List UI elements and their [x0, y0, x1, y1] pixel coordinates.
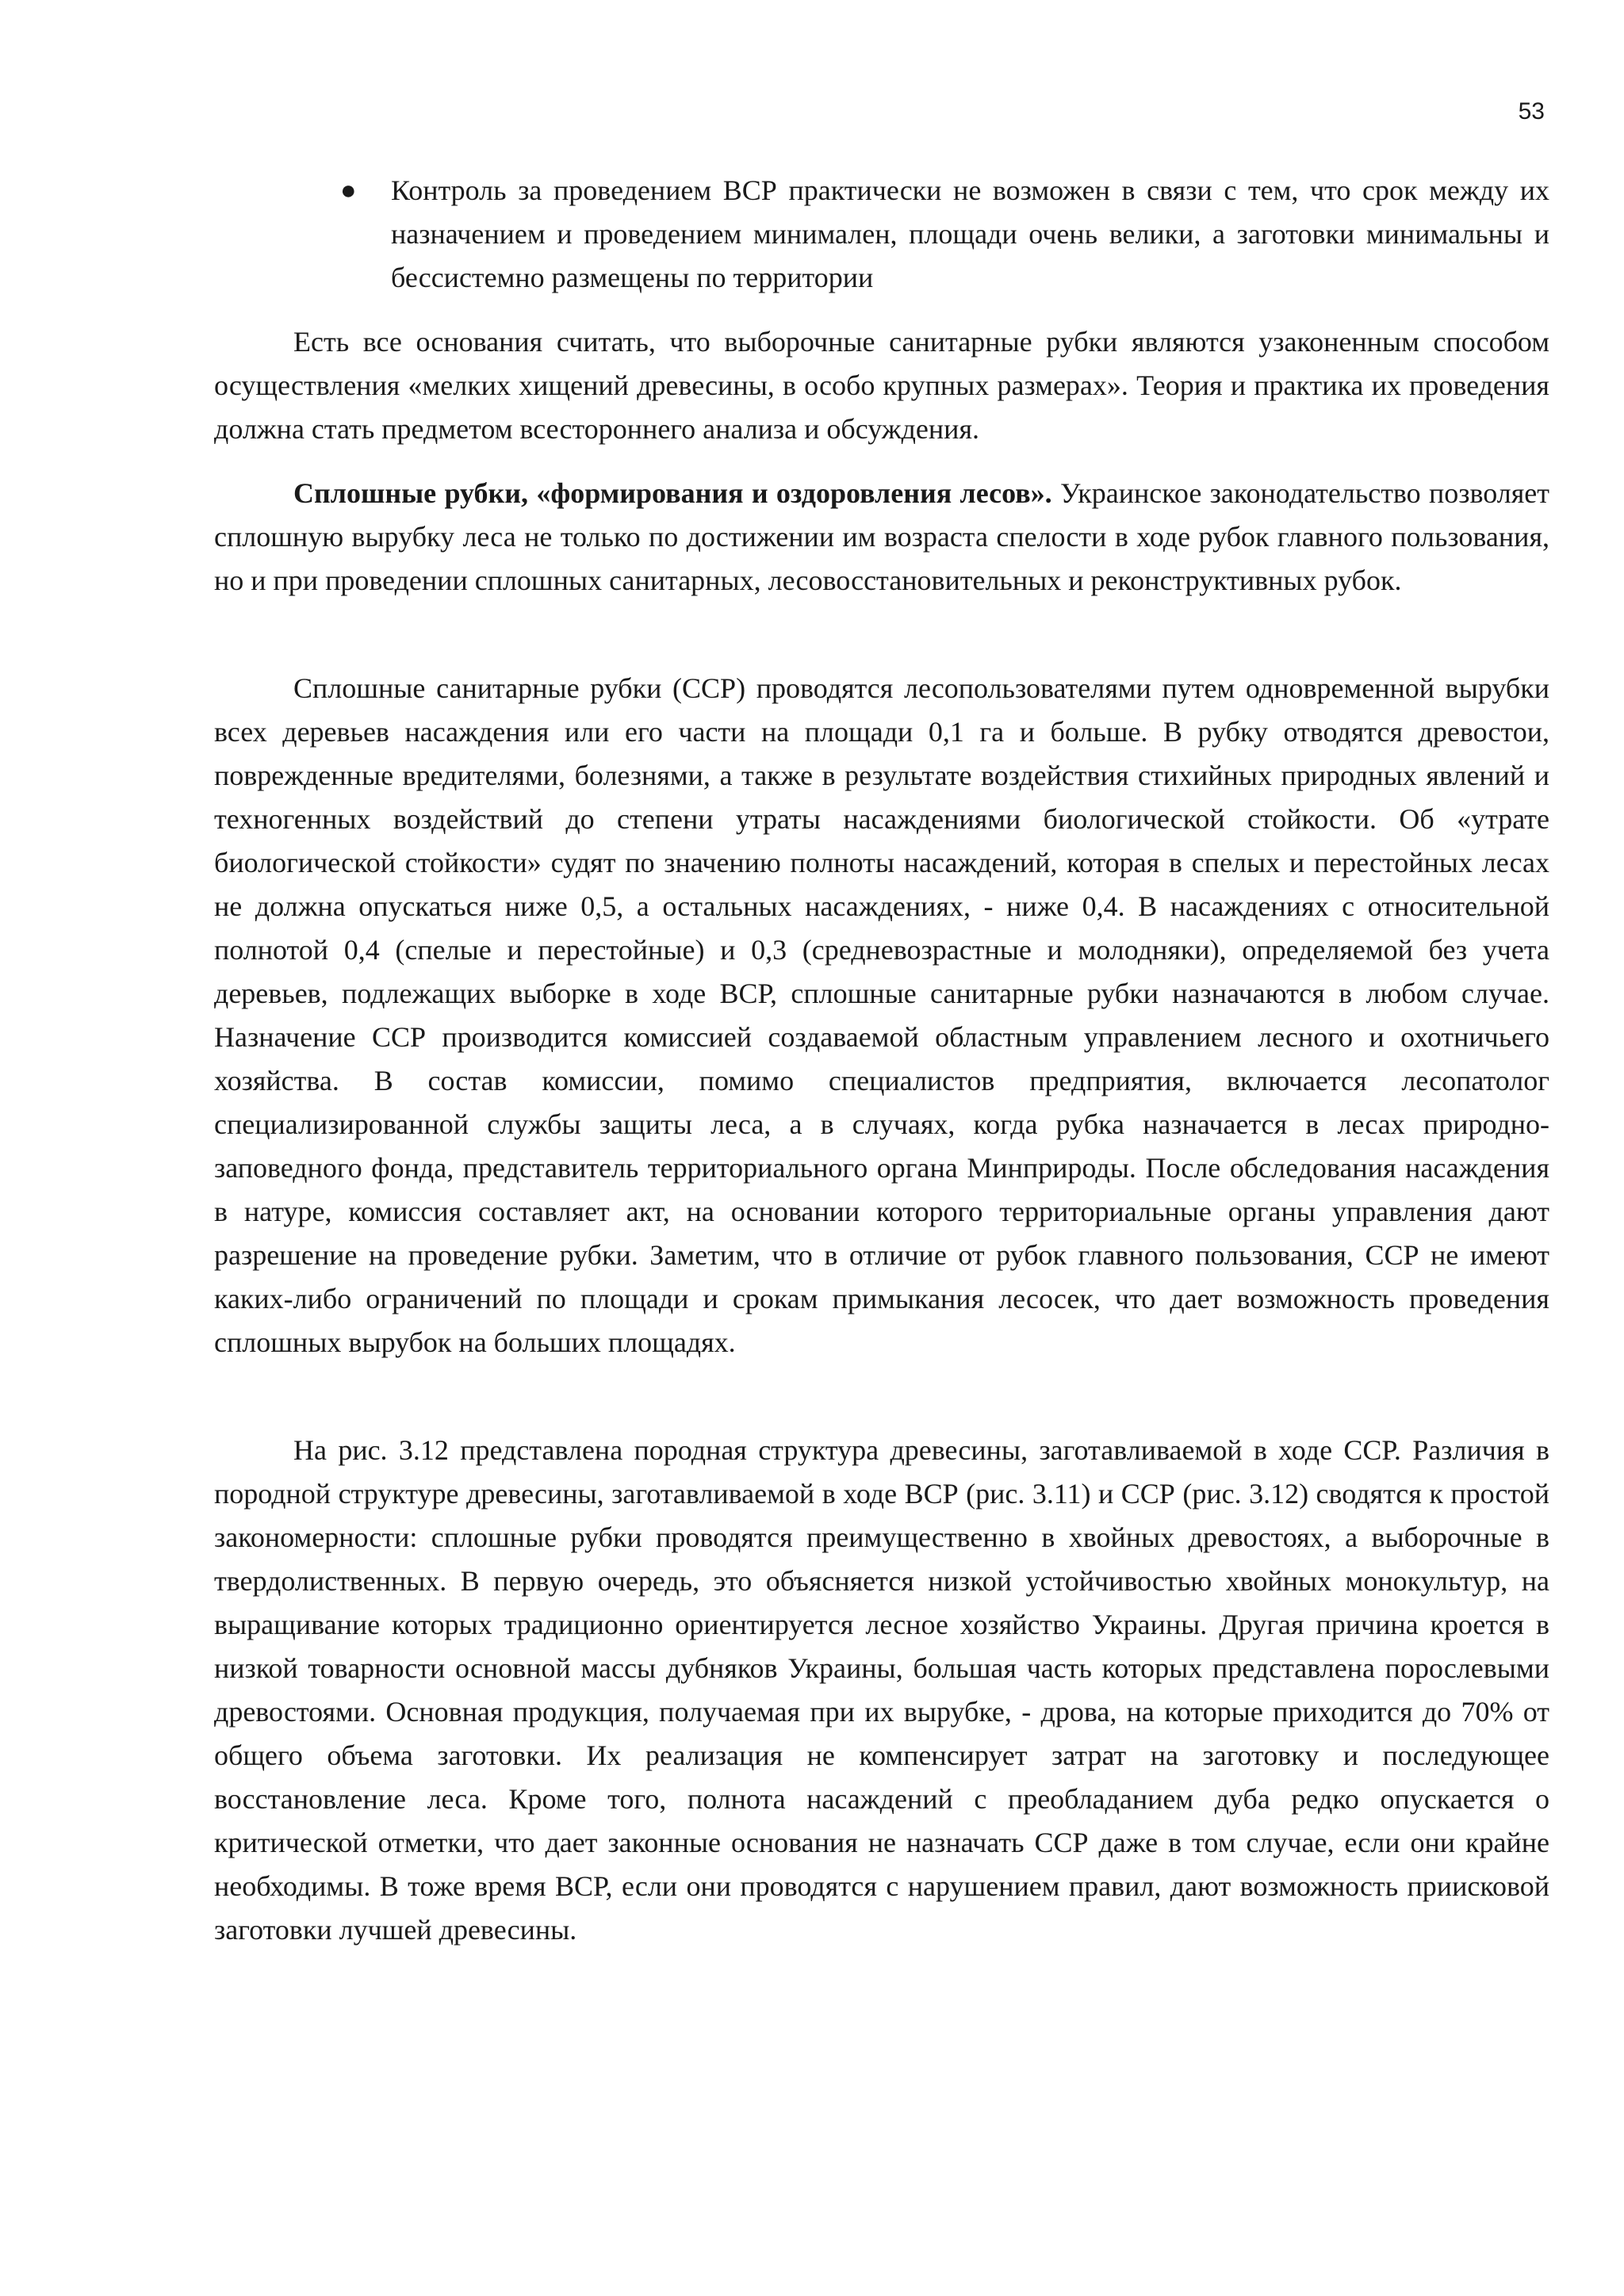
paragraph-2-text: Украинское законодательство позволяет сплошную вырубку леса не только по достижении им возраста спелости в ходе рубок главного пользования, но и при проведении сплошных санитарных, лесовосстановительных и реконструктивных рубок. [214, 477, 1549, 596]
paragraph-3-text: Сплошные санитарные рубки (ССР) проводятся лесопользователями путем одновременной вырубки всех деревьев насаждения или его части на площади 0,1 га и больше. В рубку отводятся древостои, поврежденные вредителями, болезнями, а также в результате воздействия стихийных природных явлений и техногенных воздействий до степени утраты насаждениями биологической стойкости. Об «утрате биологической стойкости» судят по значению полноты насаждений, которая в спелых и перестойных лесах не должна опускаться ниже 0,5, а остальных насаждениях, - ниже 0,4. В насаждениях с относительной полнотой 0,4 (спелые и перестойные) и 0,3 (средневозрастные и молодняки), определяемой без учета деревьев, подлежащих выборке в ходе ВСР, сплошные санитарные рубки назначаются в любом случае. Назначение ССР производится комиссией создаваемой областным управлением лесного и охотничьего хозяйства. В состав комиссии, помимо специалистов предприятия, включается лесопатолог специализированной службы защиты леса, а в случаях, когда рубка назначается в лесах природно-заповедного фонда, представитель территориального органа Минприроды. После обследования насаждения в натуре, комиссия составляет акт, на основании которого территориальные органы управления дают разрешение на проведение рубки. Заметим, что в отличие от рубок главного пользования, ССР не имеют каких-либо ограничений по площади и срокам примыкания лесосек, что дает возможность проведения сплошных вырубок на больших площадях. [214, 672, 1549, 1358]
page-number: 53 [1518, 98, 1545, 124]
paragraph-1 [214, 320, 1549, 451]
paragraph-3 [214, 667, 1549, 1364]
paragraph-4-text: На рис. 3.12 представлена породная структура древесины, заготавливаемой в ходе ССР. Различия в породной структуре древесины, заготавливаемой в ходе ВСР (рис. 3.11) и ССР (рис. 3.12) сводятся к простой закономерности: сплошные рубки проводятся преимущественно в хвойных древостоях, а выборочные в твердолиственных. В первую очередь, это объясняется низкой устойчивостью хвойных монокультур, на выращивание которых традиционно ориентируется лесное хозяйство Украины. Другая причина кроется в низкой товарности основной массы дубняков Украины, большая часть которых представлена порослевыми древостоями. Основная продукция, получаемая при их вырубке, - дрова, на которые приходится до 70% от общего объема заготовки. Их реализация не компенсирует затрат на заготовку и последующее восстановление леса. Кроме того, полнота насаждений с преобладанием дуба редко опускается о критической отметки, что дает законные основания не назначать ССР даже в том случае, если они крайне необходимы. В тоже время ВСР, если они проводятся с нарушением правил, дают возможность приисковой заготовки лучшей древесины. [214, 1434, 1549, 1946]
bullet-icon: ● [340, 176, 357, 205]
paragraph-4 [214, 1429, 1549, 1952]
bullet-list-item [214, 169, 1549, 300]
bullet-text: Контроль за проведением ВСР практически не возможен в связи с тем, что срок между их назначением и проведением минимален, площади очень велики, а заготовки минимальны и бессистемно размещены по территории [391, 174, 1549, 293]
paragraph-2-heading: Сплошные рубки, «формирования и оздоровления лесов». [293, 477, 1052, 509]
paragraph-1-text: Есть все основания считать, что выборочные санитарные рубки являются узаконенным способом осуществления «мелких хищений древесины, в особо крупных размерах». Теория и практика их проведения должна стать предметом всестороннего анализа и обсуждения. [214, 326, 1549, 445]
paragraph-2 [214, 472, 1549, 603]
document-body [214, 169, 1549, 1952]
